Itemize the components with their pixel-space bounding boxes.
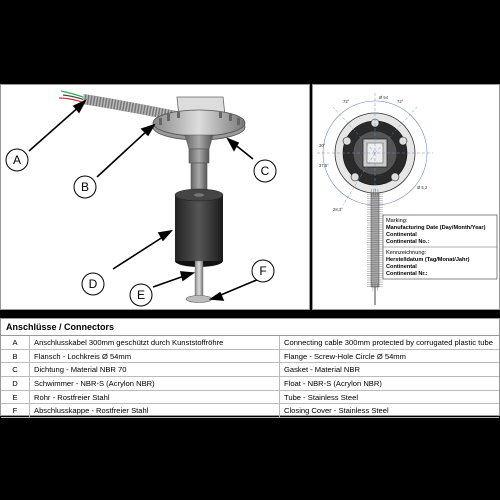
svg-text:72°: 72°: [343, 99, 350, 104]
svg-text:37,5°: 37,5°: [319, 163, 329, 168]
svg-text:Herstelldatum (Tag/Monat/Jahr): Herstelldatum (Tag/Monat/Jahr): [386, 257, 470, 263]
svg-text:F: F: [259, 264, 267, 278]
row-german: Schwimmer - NBR-S (Acrylon NBR): [30, 377, 280, 391]
row-german: Rohr - Rostfreier Stahl: [30, 390, 280, 404]
row-german: Dichtung - Material NBR 70: [30, 363, 280, 377]
row-letter: B: [1, 349, 30, 363]
tube: [186, 261, 212, 303]
row-letter: E: [1, 390, 30, 404]
connectors-table: [1, 336, 499, 418]
svg-text:Ø 5,2: Ø 5,2: [417, 185, 428, 190]
svg-text:Manufacturing Date (Day/Month/: Manufacturing Date (Day/Month/Year): [386, 225, 486, 231]
svg-text:Continental: Continental: [386, 264, 417, 270]
row-english: Closing Cover - Stainless Steel: [280, 404, 500, 418]
svg-text:Ø 54: Ø 54: [379, 95, 389, 100]
svg-text:A: A: [12, 153, 22, 167]
connectors-table-panel: [0, 318, 500, 416]
row-german: Abschlusskappe - Rostfreier Stahl: [30, 404, 280, 418]
sensor-illustration: [1, 85, 309, 309]
table-title: Anschlüsse / Connectors: [1, 319, 499, 336]
callout-b: [74, 176, 96, 198]
row-german: Flansch - Lochkreis Ø 54mm: [30, 349, 280, 363]
svg-text:E: E: [136, 288, 146, 302]
table-row: [1, 404, 499, 418]
float: [175, 189, 223, 267]
svg-text:C: C: [260, 164, 270, 178]
svg-text:Continental No.:: Continental No.:: [386, 239, 430, 245]
table-row: [1, 363, 499, 377]
cable-wires: [59, 91, 85, 103]
technical-drawing-panel: [312, 84, 500, 310]
svg-text:D: D: [88, 277, 98, 291]
table-row: [1, 377, 499, 391]
row-english: Gasket - Material NBR: [280, 363, 500, 377]
table-row: [1, 336, 499, 349]
drawing-cable: [371, 193, 379, 305]
marking-box: [383, 215, 497, 279]
callout-f: [252, 260, 274, 282]
sensor-neck: [185, 135, 213, 195]
callout-e: [130, 284, 152, 306]
svg-text:72°: 72°: [397, 99, 404, 104]
table-row: [1, 390, 499, 404]
row-letter: D: [1, 377, 30, 391]
row-letter: C: [1, 363, 30, 377]
svg-text:28,3°: 28,3°: [333, 207, 343, 212]
svg-text:Continental Nr.:: Continental Nr.:: [386, 271, 428, 277]
row-english: Float - NBR-S (Acrylon NBR): [280, 377, 500, 391]
svg-text:Kennzeichnung:: Kennzeichnung:: [386, 250, 427, 256]
svg-text:Marking:: Marking:: [386, 218, 408, 224]
table-row: [1, 349, 499, 363]
row-english: Connecting cable 300mm protected by corrugated plastic tube: [280, 336, 500, 349]
svg-text:B: B: [80, 180, 90, 194]
callout-c: [254, 160, 276, 182]
row-english: Flange - Screw-Hole Circle Ø 54mm: [280, 349, 500, 363]
row-english: Tube - Stainless Steel: [280, 390, 500, 404]
svg-text:30°: 30°: [319, 143, 326, 148]
callout-d: [82, 273, 104, 295]
row-letter: F: [1, 404, 30, 418]
row-letter: A: [1, 336, 30, 349]
sensor-illustration-panel: [0, 84, 310, 310]
svg-text:Continental: Continental: [386, 232, 417, 238]
callout-a: [6, 149, 28, 171]
row-german: Anschlusskabel 300mm geschützt durch Kunststoffröhre: [30, 336, 280, 349]
technical-drawing: [313, 85, 499, 309]
